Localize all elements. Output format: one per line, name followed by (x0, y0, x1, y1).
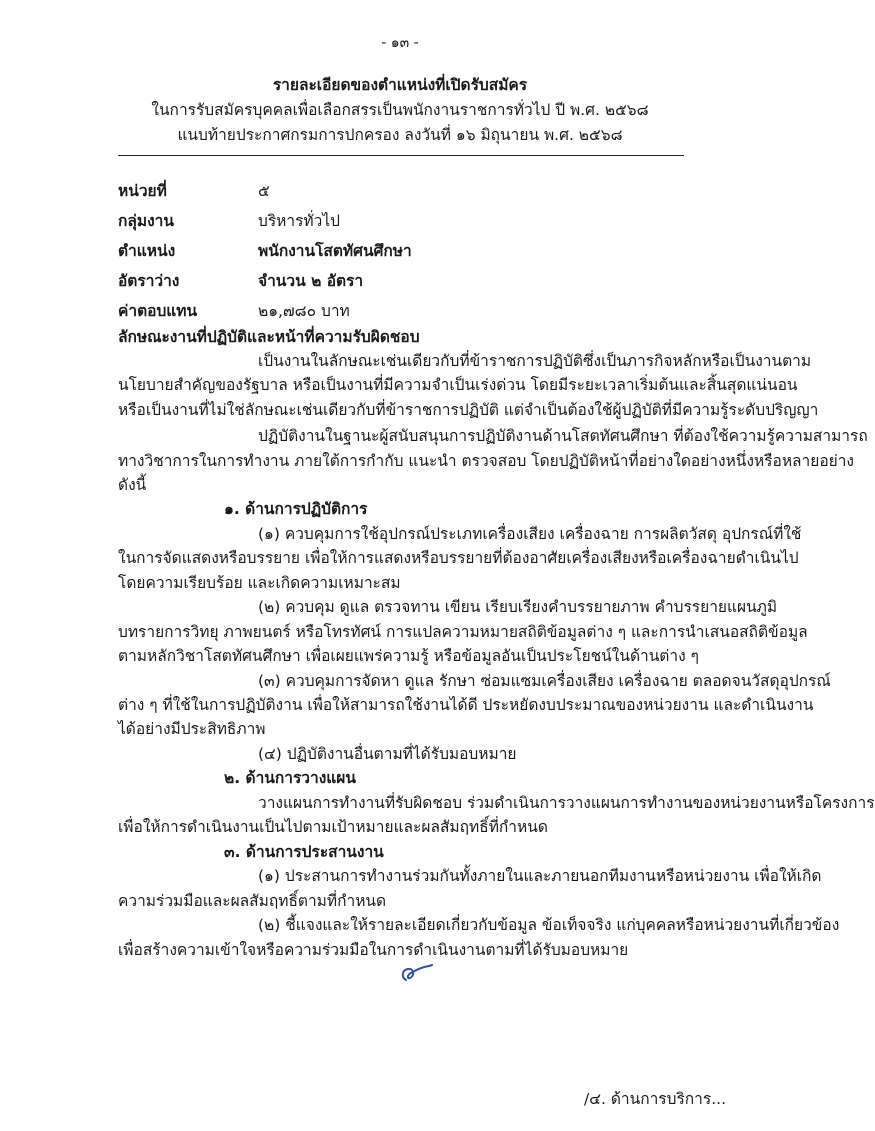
intro-line-3: หรือเป็นงานที่ไม่ใช่ลักษณะเช่นเดียวกับที่ข้าราชการปฏิบัติ แต่จำเป็นต้องใช้ผู้ปฏิบัติที่มีความรู้ระดับปริญญา (118, 401, 819, 419)
group-value: บริหารทั่วไป (258, 212, 340, 230)
s1-item4: (๔) ปฏิบัติงานอื่นตามที่ได้รับมอบหมาย (258, 745, 517, 763)
s1-item2-line-3: ตามหลักวิชาโสตทัศนศึกษา เพื่อเผยแพร่ความรู้ หรือข้อมูลอันเป็นประโยชน์ในด้านต่าง ๆ (118, 647, 699, 665)
s1-item3-line-1: (๓) ควบคุมการจัดหา ดูแล รักษา ซ่อมแซมเครื่องเสียง เครื่องฉาย ตลอดจนวัสดุอุปกรณ์ (258, 672, 831, 690)
continuation-marker: /๔. ด้านการบริการ... (584, 1090, 726, 1108)
s1-item1-line-3: โดยความเรียบร้อย และเกิดความเหมาะสม (118, 574, 401, 592)
s1-item2-line-2: บทรายการวิทยุ ภาพยนตร์ หรือโทรทัศน์ การแปลความหมายสถิติข้อมูลต่าง ๆ และการนำเสนอสถิติข้อมูล (118, 623, 808, 641)
role-line-3: ดังนี้ (118, 476, 147, 494)
role-line-2: ทางวิชาการในการทำงาน ภายใต้การกำกับ แนะนำ ตรวจสอบ โดยปฏิบัติหน้าที่อย่างใดอย่างหนึ่งหรือหลายอย่าง (118, 452, 854, 470)
vacancy-value: จำนวน ๒ อัตรา (258, 272, 364, 290)
s1-item1-line-2: ในการจัดแสดงหรือบรรยาย เพื่อให้การแสดงหรือบรรยายที่ต้องอาศัยเครื่องเสียงหรือเครื่องฉายดำเนินไป (118, 549, 799, 567)
document-title: รายละเอียดของตำแหน่งที่เปิดรับสมัคร (272, 76, 528, 94)
section-1-heading: ๑. ด้านการปฏิบัติการ (224, 500, 368, 518)
duties-heading: ลักษณะงานที่ปฏิบัติและหน้าที่ความรับผิดชอบ (118, 328, 420, 346)
page-number: - ๑๓ - (381, 35, 419, 51)
section-3-heading: ๓. ด้านการประสานงาน (224, 843, 384, 861)
salary-label: ค่าตอบแทน (118, 302, 198, 320)
header-divider (118, 155, 684, 156)
salary-value: ๒๑,๗๘๐ บาท (258, 302, 350, 320)
handwritten-initials (398, 958, 438, 988)
s1-item1-line-1: (๑) ควบคุมการใช้อุปกรณ์ประเภทเครื่องเสียง เครื่องฉาย การผลิตวัสดุ อุปกรณ์ที่ใช้ (258, 525, 802, 543)
group-label: กลุ่มงาน (118, 212, 174, 230)
s1-item2-line-1: (๒) ควบคุม ดูแล ตรวจทาน เขียน เรียบเรียงคำบรรยายภาพ คำบรรยายแผนภูมิ (258, 598, 778, 616)
s3-item1-line-1: (๑) ประสานการทำงานร่วมกันทั้งภายในและภายนอกทีมงานหรือหน่วยงาน เพื่อให้เกิด (258, 867, 822, 885)
document-subtitle: ในการรับสมัครบุคคลเพื่อเลือกสรรเป็นพนักงานราชการทั่วไป ปี พ.ศ. ๒๕๖๘ (151, 101, 649, 119)
s1-item3-line-2: ต่าง ๆ ที่ใช้ในการปฏิบัติงาน เพื่อให้สามารถใช้งานได้ดี ประหยัดงบประมาณของหน่วยงาน และดำเนินงาน (118, 696, 814, 714)
s1-item3-line-3: ได้อย่างมีประสิทธิภาพ (118, 720, 266, 738)
unit-label: หน่วยที่ (118, 182, 167, 200)
intro-line-2: นโยบายสำคัญของรัฐบาล หรือเป็นงานที่มีความจำเป็นเร่งด่วน โดยมีระยะเวลาเริ่มต้นและสิ้นสุดแน่นอน (118, 376, 798, 394)
unit-value: ๕ (258, 182, 270, 200)
position-value: พนักงานโสตทัศนศึกษา (258, 242, 412, 260)
section-2-heading: ๒. ด้านการวางแผน (224, 769, 356, 787)
s3-item2-line-2: เพื่อสร้างความเข้าใจหรือความร่วมมือในการดำเนินงานตามที่ได้รับมอบหมาย (118, 941, 629, 959)
s2-line-2: เพื่อให้การดำเนินงานเป็นไปตามเป้าหมายและผลสัมฤทธิ์ที่กำหนด (118, 818, 548, 836)
s3-item2-line-1: (๒) ชี้แจงและให้รายละเอียดเกี่ยวกับข้อมูล ข้อเท็จจริง แก่บุคคลหรือหน่วยงานที่เกี่ยวข้อง (258, 916, 840, 934)
position-label: ตำแหน่ง (118, 242, 176, 260)
role-line-1: ปฏิบัติงานในฐานะผู้สนับสนุนการปฏิบัติงานด้านโสตทัศนศึกษา ที่ต้องใช้ความรู้ความสามารถ (258, 427, 868, 445)
document-annex-line: แนบท้ายประกาศกรมการปกครอง ลงวันที่ ๑๖ มิถุนายน พ.ศ. ๒๕๖๘ (177, 126, 623, 144)
vacancy-label: อัตราว่าง (118, 272, 180, 290)
s3-item1-line-2: ความร่วมมือและผลสัมฤทธิ์ตามที่กำหนด (118, 892, 387, 910)
intro-line-1: เป็นงานในลักษณะเช่นเดียวกับที่ข้าราชการปฏิบัติซึ่งเป็นภารกิจหลักหรือเป็นงานตาม (258, 352, 812, 370)
s2-line-1: วางแผนการทำงานที่รับผิดชอบ ร่วมดำเนินการวางแผนการทำงานของหน่วยงานหรือโครงการ (258, 794, 875, 812)
